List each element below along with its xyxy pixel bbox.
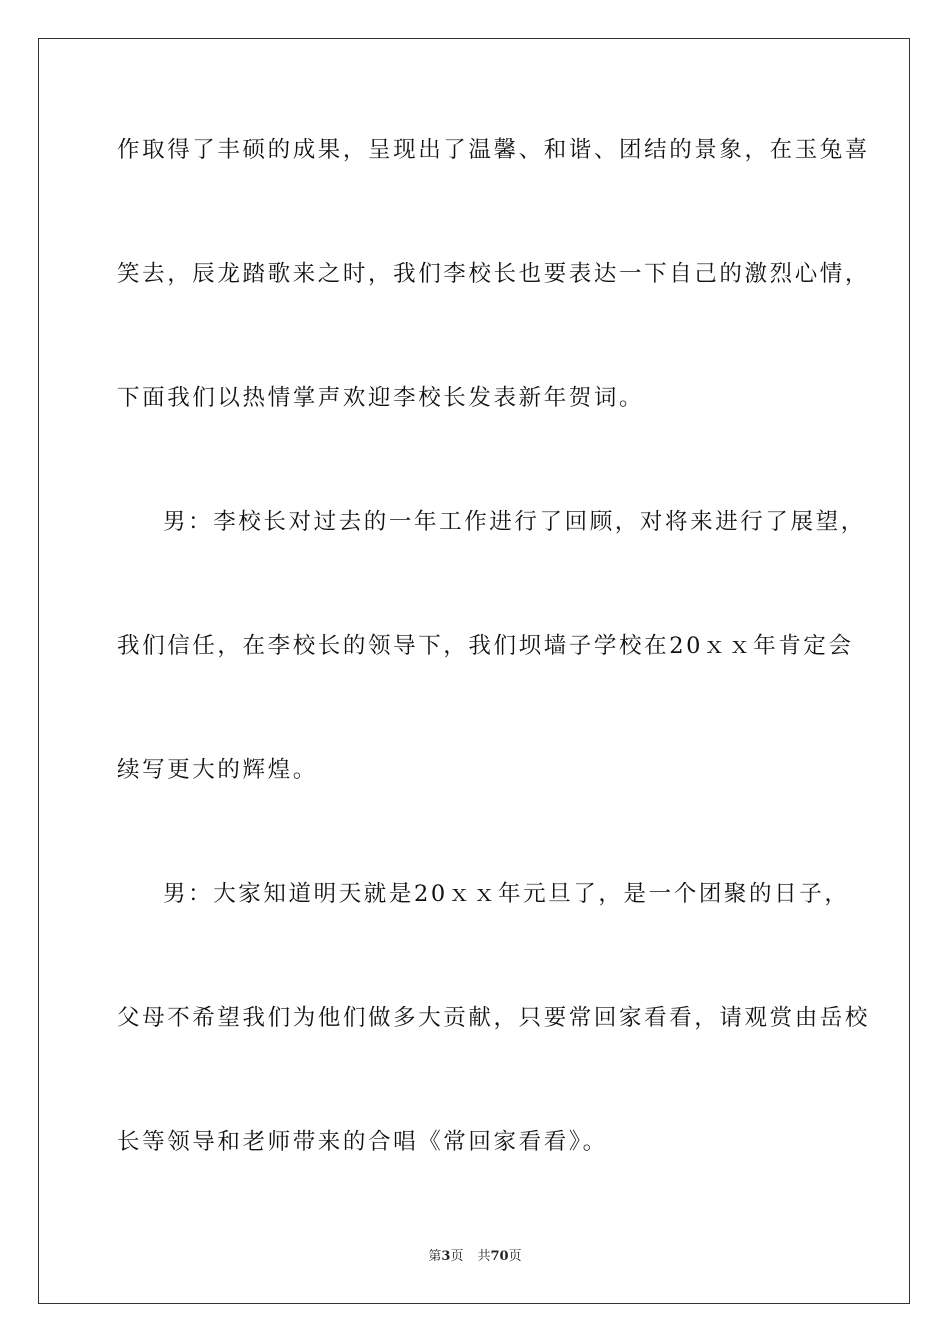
page-prefix: 第: [428, 1249, 442, 1264]
body-text-line: 笑去，辰龙踏歌来之时，我们李校长也要表达一下自己的激烈心情，: [117, 261, 871, 287]
page-footer: [0, 1248, 950, 1266]
body-text-line: 男：李校长对过去的一年工作进行了回顾，对将来进行了展望，: [163, 509, 866, 535]
body-text-line: 长等领导和老师带来的合唱《常回家看看》。: [117, 1129, 608, 1155]
total-pages: 70: [490, 1249, 509, 1264]
body-text-line: 我们信任，在李校长的领导下，我们坝墙子学校在20ｘｘ年肯定会: [117, 633, 854, 659]
total-prefix: 共: [477, 1249, 491, 1264]
body-text-line: 父母不希望我们为他们做多大贡献，只要常回家看看，请观赏由岳校: [117, 1005, 871, 1031]
page-suffix: 页: [450, 1249, 464, 1264]
body-text-line: 男：大家知道明天就是20ｘｘ年元旦了，是一个团聚的日子，: [163, 881, 850, 907]
body-text-line: 作取得了丰硕的成果，呈现出了温馨、和谐、团结的景象，在玉兔喜: [117, 137, 871, 163]
total-suffix: 页: [508, 1249, 522, 1264]
page-border: [38, 38, 910, 1304]
body-text-line: 续写更大的辉煌。: [117, 757, 318, 783]
body-text-line: 下面我们以热情掌声欢迎李校长发表新年贺词。: [117, 385, 645, 411]
page-number: 3: [441, 1249, 451, 1264]
